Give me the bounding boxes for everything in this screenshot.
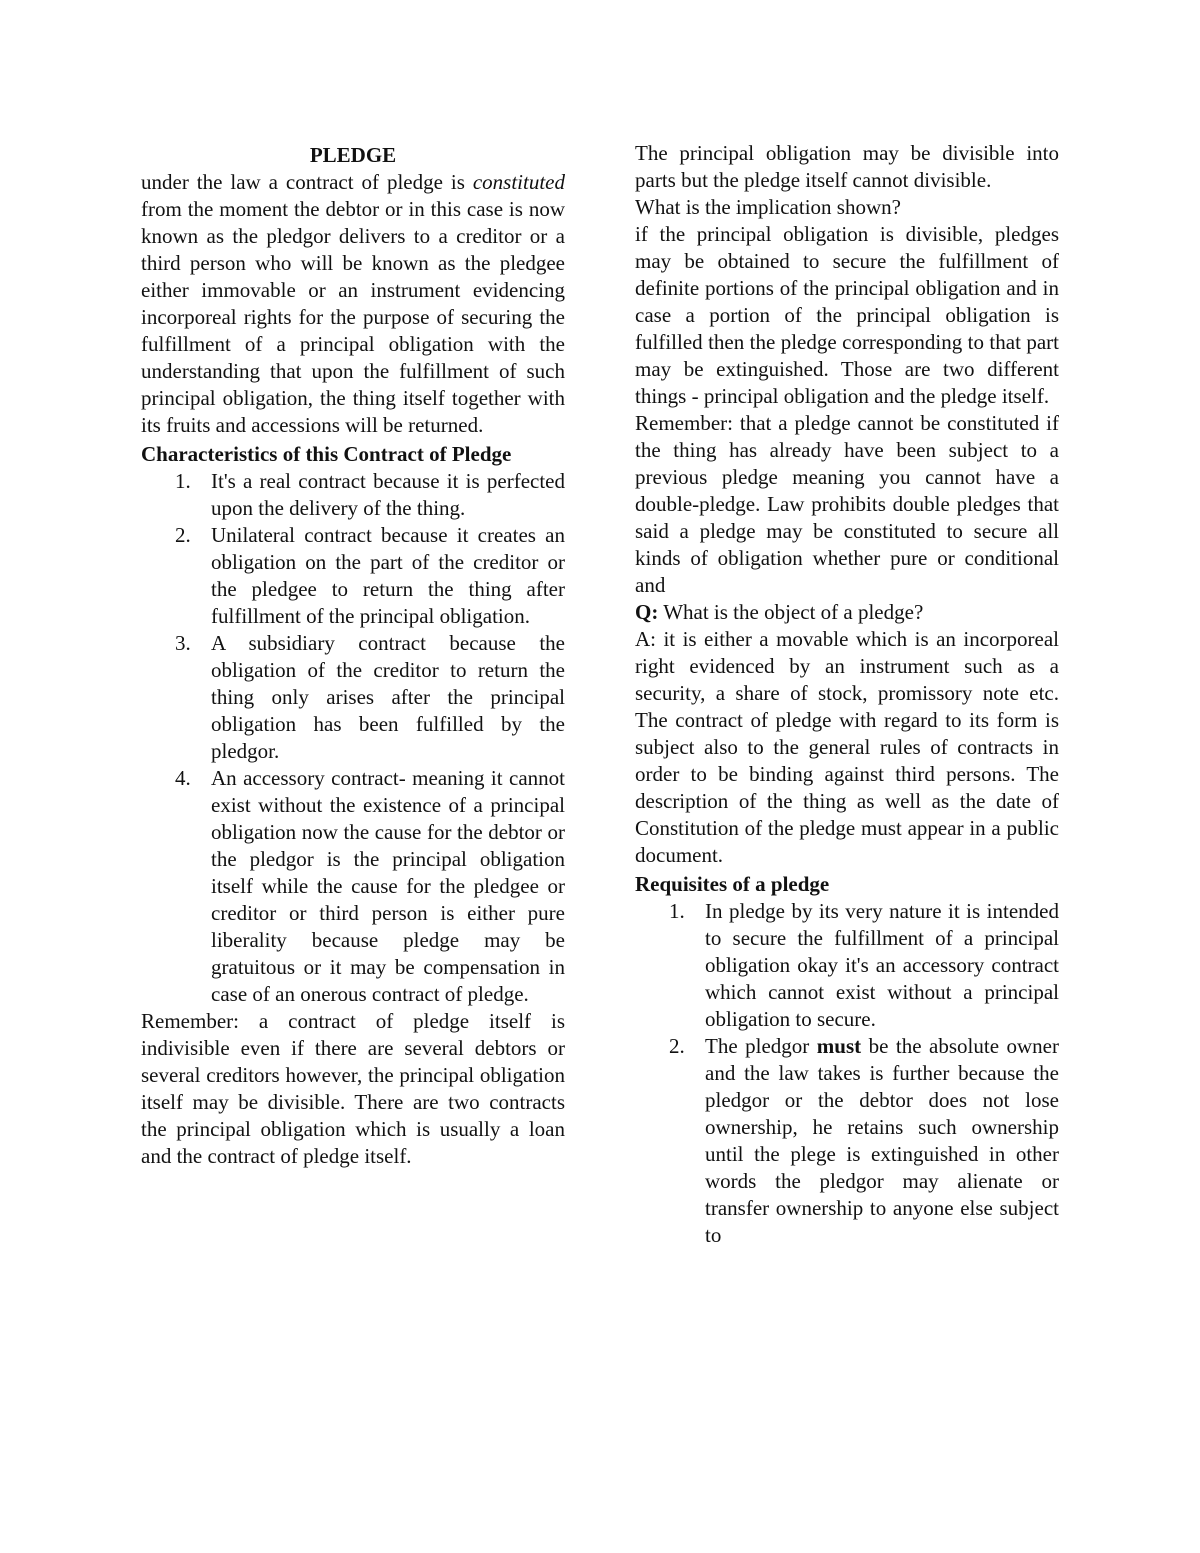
list-text-end: be the absolute owner and the law takes is further because the pledgor or the debtor does not lose ownership, he retains such ownership until the plege is extinguished in other words the pledgor may alienate or transfer ownership to anyone else subject to bbox=[705, 1034, 1059, 1247]
list-number: 3. bbox=[175, 631, 191, 655]
list-number: 1. bbox=[175, 469, 191, 493]
requisites-list bbox=[635, 898, 1059, 1249]
remember-double-pledge: Remember: that a pledge cannot be constituted if the thing has already have been subject to a previous pledge meaning you cannot have a double-pledge. Law prohibits double pledges that said a pledge may be constituted to secure all kinds of obligation whether pure or conditional and bbox=[635, 411, 1059, 597]
list-text: An accessory contract- meaning it cannot exist without the existence of a principal obligation now the cause for the debtor or the pledgor is the principal obligation itself while the cause for the pledgee or creditor or third person is either pure liberality because pledge may be gratuitous or it may be compensation in case of an onerous contract of pledge. bbox=[211, 766, 565, 1006]
list-item bbox=[635, 1033, 1059, 1249]
object-answer: A: it is either a movable which is an incorporeal right evidenced by an instrument such as a security, a share of stock, promissory note etc. The contract of pledge with regard to its form is subject also to the general rules of contracts in order to be binding against third persons. The description of the thing as well as the date of Constitution of the pledge must appear in a public document. bbox=[635, 627, 1059, 867]
intro-rest: from the moment the debtor or in this case is now known as the pledgor delivers to a creditor or a third person who will be known as the pledgee either immovable or an instrument evidencing incorporeal rights for the purpose of securing the fulfillment of a principal obligation with the understanding that upon the fulfillment of such principal obligation, the thing itself together with its fruits and accessions will be returned. bbox=[141, 197, 565, 437]
list-text-bold: must bbox=[816, 1034, 862, 1058]
implication-question: What is the implication shown? bbox=[635, 195, 901, 219]
implication-answer: if the principal obligation is divisible, pledges may be obtained to secure the fulfillment of definite portions of the principal obligation and in case a portion of the principal obligation is fulfilled then the pledge corresponding to that part may be extinguished. Those are two different things - principal obligation and the pledge itself. bbox=[635, 222, 1059, 408]
list-item bbox=[141, 468, 565, 522]
intro-lead: under the law a contract of pledge is bbox=[141, 170, 465, 194]
list-text: In pledge by its very nature it is intended to secure the fulfillment of a principal obligation okay it's an accessory contract which cannot exist without a principal obligation to secure. bbox=[705, 899, 1059, 1031]
list-text: A subsidiary contract because the obligation of the creditor to return the thing only arises after the principal obligation has been fulfilled by the pledgor. bbox=[211, 631, 565, 763]
list-number: 2. bbox=[175, 523, 191, 547]
list-number: 4. bbox=[175, 766, 191, 790]
page-title: PLEDGE bbox=[309, 143, 397, 167]
question-label: Q: bbox=[635, 600, 659, 624]
left-column bbox=[141, 140, 565, 1170]
remember-paragraph: Remember: a contract of pledge itself is indivisible even if there are several debtors or several creditors however, the principal obligation itself may be divisible. There are two contracts the principal obligation which is usually a loan and the contract of pledge itself. bbox=[141, 1009, 565, 1168]
intro-emphasis: constituted bbox=[472, 170, 565, 194]
list-number: 1. bbox=[669, 899, 685, 923]
list-item bbox=[635, 898, 1059, 1033]
list-text: Unilateral contract because it creates an obligation on the part of the creditor or the pledgee to return the thing after fulfillment of the principal obligation. bbox=[211, 523, 565, 628]
right-column bbox=[635, 140, 1059, 1249]
list-item bbox=[141, 522, 565, 630]
list-item bbox=[141, 630, 565, 765]
question-text: What is the object of a pledge? bbox=[658, 600, 924, 624]
list-text: It's a real contract because it is perfected upon the delivery of the thing. bbox=[211, 469, 565, 520]
requisites-heading: Requisites of a pledge bbox=[635, 872, 830, 896]
intro-paragraph bbox=[141, 169, 565, 439]
list-number: 2. bbox=[669, 1034, 685, 1058]
characteristics-heading: Characteristics of this Contract of Pledge bbox=[141, 442, 512, 466]
object-question bbox=[635, 599, 1059, 626]
list-text-start: The pledgor bbox=[705, 1034, 817, 1058]
divisible-paragraph: The principal obligation may be divisible into parts but the pledge itself cannot divisible. bbox=[635, 141, 1059, 192]
list-item bbox=[141, 765, 565, 1008]
characteristics-list bbox=[141, 468, 565, 1008]
